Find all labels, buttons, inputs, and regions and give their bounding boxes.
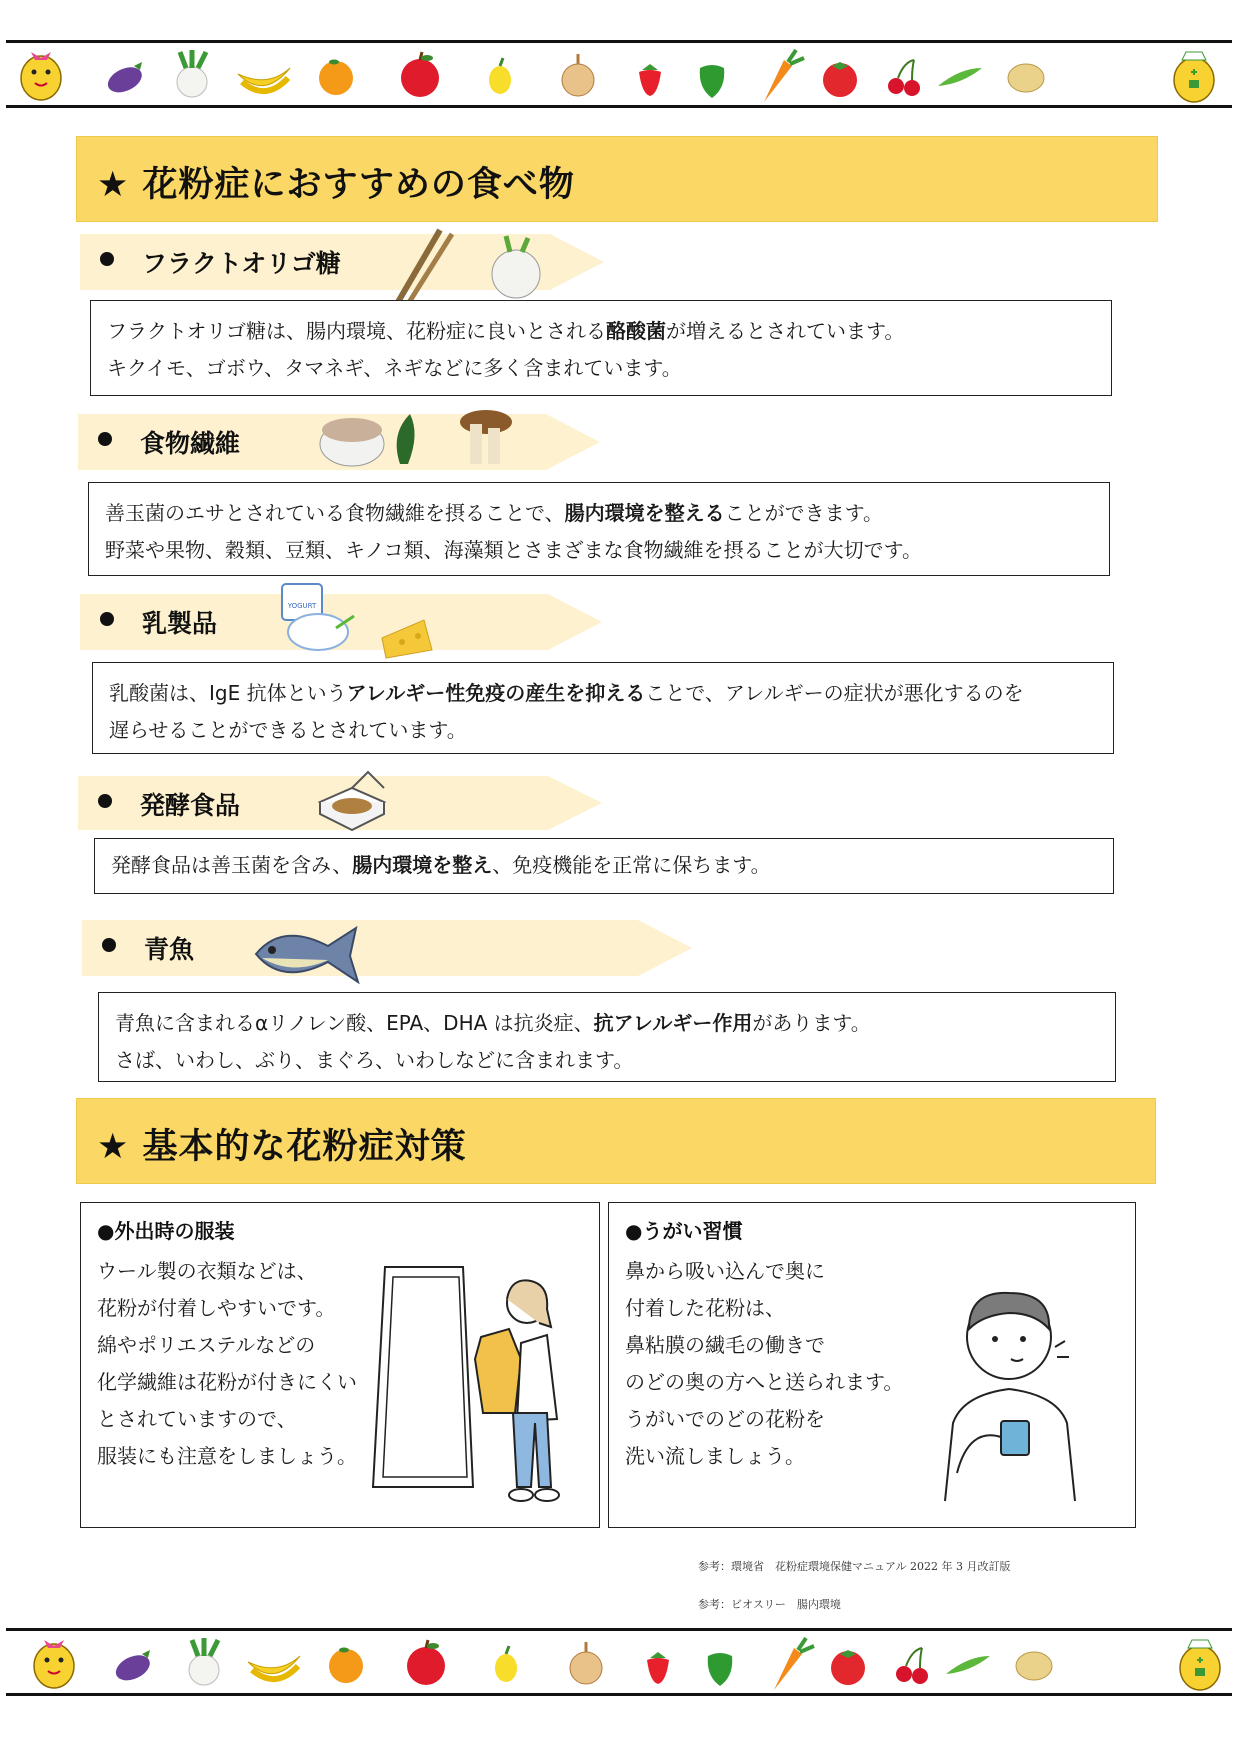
cherry-icon — [896, 1648, 928, 1684]
strawberry-icon — [639, 64, 661, 96]
body-text: 青魚に含まれるαリノレン酸、EPA、DHA は抗炎症、 — [115, 1011, 594, 1035]
bullet-dot — [100, 612, 114, 626]
band-rule — [6, 105, 1232, 108]
banana-icon — [248, 1656, 300, 1679]
body-text: フラクトオリゴ糖は、腸内環境、花粉症に良いとされる — [107, 319, 606, 343]
bullet-dot — [100, 252, 114, 266]
info-box-dietary-fiber — [88, 482, 1110, 576]
green-pepper-icon — [700, 65, 725, 98]
eggplant-icon — [112, 1650, 154, 1685]
tomato-icon — [831, 1650, 865, 1685]
pea-pod-icon — [938, 68, 982, 86]
turnip-icon — [189, 1638, 219, 1685]
mascot-nurse-icon — [1174, 52, 1214, 102]
bullet-dot — [98, 794, 112, 808]
panel-title: ●外出時の服装 — [97, 1219, 235, 1243]
tomato-icon — [823, 62, 857, 97]
band-rule — [6, 1693, 1232, 1696]
body-text: が増えるとされています。 — [666, 319, 905, 343]
body-text: 野菜や果物、穀類、豆類、キノコ類、海藻類とさまざまな食物繊維を摂ることが大切です。 — [105, 538, 922, 562]
category-label: 発酵食品 — [140, 791, 241, 820]
section-title: ★ 花粉症におすすめの食べ物 — [97, 165, 575, 205]
emphasis-text: 酪酸菌 — [606, 319, 666, 343]
banana-icon — [238, 68, 290, 91]
body-text: 発酵食品は善玉菌を含み、 — [111, 853, 353, 877]
section-header-recommended-foods — [76, 136, 1158, 222]
info-box-blue-fish — [98, 992, 1116, 1082]
body-text: 、免疫機能を正常に保ちます。 — [492, 853, 771, 877]
potato-icon — [1008, 64, 1044, 92]
onion-icon — [562, 54, 594, 96]
panel-line: 付着した花粉は、 — [625, 1296, 785, 1320]
yogurt-label: YOGURT — [287, 602, 317, 610]
cheese-icon — [382, 620, 432, 658]
burdock-root-icon — [390, 224, 550, 306]
fruit-vegetable-row — [6, 1632, 1232, 1692]
category-label: フラクトオリゴ糖 — [142, 249, 341, 278]
panel-line: 綿やポリエステルなどの — [97, 1333, 316, 1357]
apple-icon — [407, 1640, 445, 1685]
mascot-nurse-icon — [1180, 1640, 1220, 1690]
band-rule — [6, 40, 1232, 43]
panel-title: ●うがい習慣 — [625, 1219, 743, 1243]
category-label: 青魚 — [144, 935, 195, 964]
emphasis-text: アレルギー性免疫の産生を抑える — [346, 681, 646, 705]
body-text: 遅らせることができるとされています。 — [109, 718, 467, 742]
info-box-fermented-food — [94, 838, 1114, 894]
yogurt-icon — [278, 580, 438, 660]
carrot-icon — [774, 1638, 814, 1690]
panel-line: うがいでのどの花粉を — [625, 1407, 825, 1431]
cherry-icon — [888, 60, 920, 96]
panel-gargle-habit — [608, 1202, 1136, 1528]
panel-line: 洗い流しましょう。 — [625, 1444, 805, 1468]
body-text: ことで、アレルギーの症状が悪化するのを — [645, 681, 1024, 705]
seaweed-icon — [397, 414, 415, 464]
panel-line: 鼻粘膜の繊毛の働きで — [625, 1333, 825, 1357]
potato-icon — [1016, 1652, 1052, 1680]
natto-icon — [312, 766, 392, 834]
emphasis-text: 腸内環境を整える — [564, 501, 725, 525]
category-label: 乳製品 — [142, 609, 218, 638]
orange-icon — [319, 60, 353, 96]
emphasis-text: 抗アレルギー作用 — [593, 1011, 753, 1035]
bullet-dot — [102, 938, 116, 952]
bullet-dot — [98, 432, 112, 446]
body-text: 乳酸菌は、IgE 抗体という — [109, 681, 347, 705]
reference-2: 参考：ビオスリー 腸内環境 — [698, 1598, 841, 1611]
body-text: 善玉菌のエサとされている食物繊維を摂ることで、 — [105, 501, 565, 525]
panel-line: 服装にも注意をしましょう。 — [97, 1444, 357, 1468]
woman-with-clothes-illustration — [371, 1263, 561, 1513]
body-text: さば、いわし、ぶり、まぐろ、いわしなどに含まれます。 — [115, 1048, 634, 1072]
panel-line: ウール製の衣類などは、 — [97, 1259, 317, 1283]
top-decor-band — [6, 40, 1232, 108]
panel-line: 花粉が付着しやすいです。 — [97, 1296, 336, 1320]
grain-rice-bowl-icon — [318, 404, 528, 470]
emphasis-text: 腸内環境を整え — [352, 853, 493, 877]
fish-icon — [252, 916, 362, 986]
carrot-icon — [764, 50, 804, 102]
section-header-basic-measures — [76, 1098, 1156, 1184]
pea-pod-icon — [946, 1656, 990, 1674]
body-text: があります。 — [752, 1011, 871, 1035]
onion-icon — [570, 1642, 602, 1684]
panel-line: とされていますので、 — [97, 1407, 297, 1431]
panel-line: 鼻から吸い込んで奥に — [625, 1259, 825, 1283]
info-box-fructooligosaccharide — [90, 300, 1112, 396]
green-pepper-icon — [708, 1653, 733, 1686]
section-title: ★ 基本的な花粉症対策 — [97, 1127, 467, 1167]
category-blue-fish — [82, 920, 692, 976]
apple-icon — [401, 52, 439, 97]
mascot-girl-icon — [21, 52, 61, 100]
turnip-icon — [177, 50, 207, 97]
strawberry-icon — [647, 1652, 669, 1684]
mascot-girl-icon — [34, 1640, 74, 1688]
lemon-icon — [495, 1646, 517, 1682]
body-text: ことができます。 — [724, 501, 884, 525]
lemon-icon — [489, 58, 511, 94]
info-box-dairy — [92, 662, 1114, 754]
panel-outdoor-clothing — [80, 1202, 600, 1528]
panel-line: のどの奥の方へと送られます。 — [625, 1370, 904, 1394]
man-gargling-illustration — [939, 1277, 1089, 1509]
fruit-vegetable-row — [6, 44, 1232, 104]
band-rule — [6, 1628, 1232, 1631]
bottom-decor-band — [6, 1628, 1232, 1696]
panel-line: 化学繊維は花粉が付きにくい — [97, 1370, 357, 1394]
onion-icon — [492, 236, 540, 298]
mushroom-icon — [460, 410, 512, 464]
body-text: キクイモ、ゴボウ、タマネギ、ネギなどに多く含まれています。 — [107, 356, 682, 380]
orange-icon — [329, 1648, 363, 1684]
eggplant-icon — [104, 62, 146, 97]
reference-1: 参考：環境省 花粉症環境保健マニュアル 2022 年 3 月改訂版 — [698, 1560, 1011, 1573]
category-label: 食物繊維 — [140, 429, 241, 458]
